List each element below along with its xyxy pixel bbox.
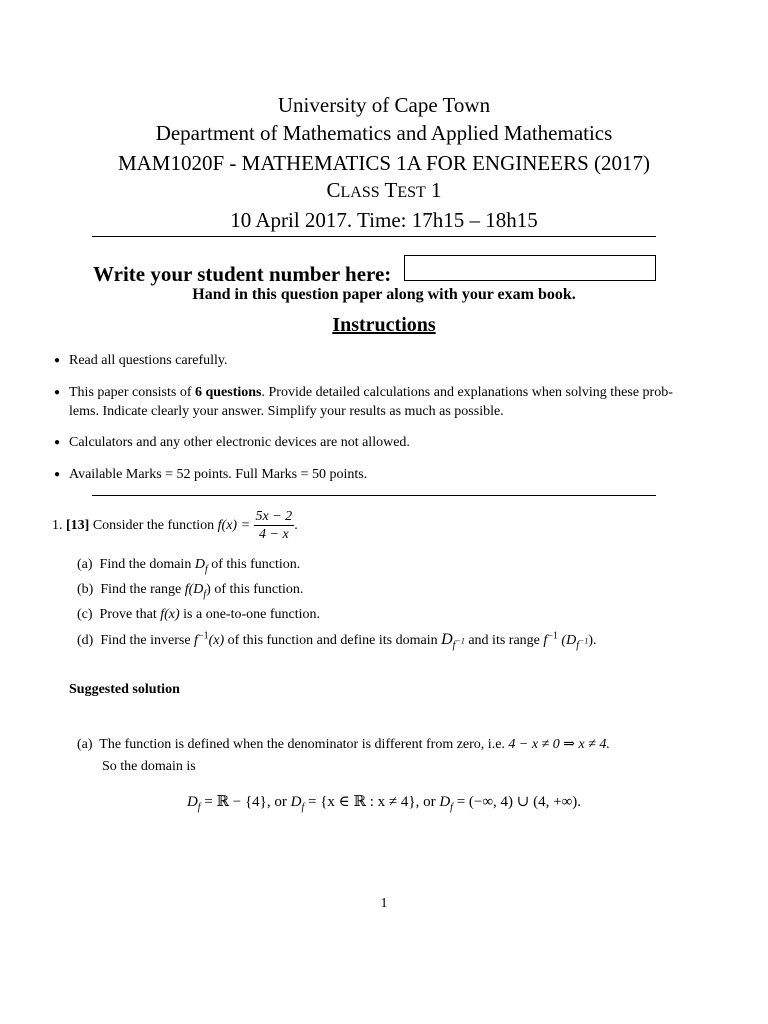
- hand-in-note: Hand in this question paper along with your exam book.: [192, 286, 576, 303]
- solution-a-line2: So the domain is: [102, 759, 196, 774]
- solution-a: (a) The function is defined when the denominator is different from zero, i.e. 4 − x ≠ 0 ⇒ x ≠ 4.: [77, 737, 610, 752]
- bullet-icon: ●: [54, 387, 61, 398]
- instruction-marks: Available Marks = 52 points. Full Marks = 50 points.: [69, 467, 368, 482]
- department-name: Department of Mathematics and Applied Mathematics: [155, 121, 613, 145]
- header-divider: [92, 236, 656, 237]
- bullet-icon: ●: [54, 355, 61, 366]
- bullet-icon: ●: [54, 469, 61, 480]
- question-1b: (b) Find the range $f(D_f)$ of this function.: [77, 582, 304, 600]
- instruction-paper: This paper consists of 6 questions. Provide detailed calculations and explanations when solving these prob-: [69, 385, 673, 400]
- bullet-icon: ●: [54, 437, 61, 448]
- instruction-paper-line2: lems. Indicate clearly your answer. Simplify your results as much as possible.: [69, 404, 504, 419]
- student-number-label: Write your student number here:: [93, 262, 392, 286]
- date-time: 10 April 2017. Time: 17h15 – 18h15: [230, 208, 538, 232]
- instruction-read: Read all questions carefully.: [69, 353, 228, 368]
- solution-title: Suggested solution: [69, 682, 180, 697]
- course-title: MAM1020F - MATHEMATICS 1A FOR ENGINEERS (2017): [117, 151, 651, 175]
- university-name: University of Cape Town: [277, 93, 491, 117]
- question-1c: (c) Prove that f(x) is a one-to-one function.: [77, 607, 320, 622]
- function-fraction: $\frac{5x - 2}{4 - x}$: [255, 509, 293, 543]
- instruction-calculators: Calculators and any other electronic devices are not allowed.: [69, 435, 410, 450]
- test-title: CLASS TEST 1: [326, 178, 442, 202]
- student-number-field[interactable]: [404, 255, 656, 281]
- question-1d: (d) Find the inverse $f^{-1}(x)$ of this function and define its domain $D_{f^{-1}}$ and its range $f^{-1}$ $(D_{f^{-1}})$.: [77, 630, 597, 651]
- page-number: 1: [380, 896, 388, 911]
- question-1: 1. [13] Consider the function f(x) = $\frac{5x - 2}{4 - x}$ .: [52, 509, 298, 543]
- instructions-divider: [92, 495, 656, 496]
- question-1a: (a) Find the domain $D_f$ of this function.: [77, 557, 301, 575]
- instructions-title: Instructions: [332, 314, 436, 336]
- domain-display: $D_f$ = ℝ − {4}, or $D_f = \{x$ ∈ ℝ : x ≠ 4}, or $D_f$ = (−∞, 4) ∪ (4, +∞).: [186, 794, 582, 813]
